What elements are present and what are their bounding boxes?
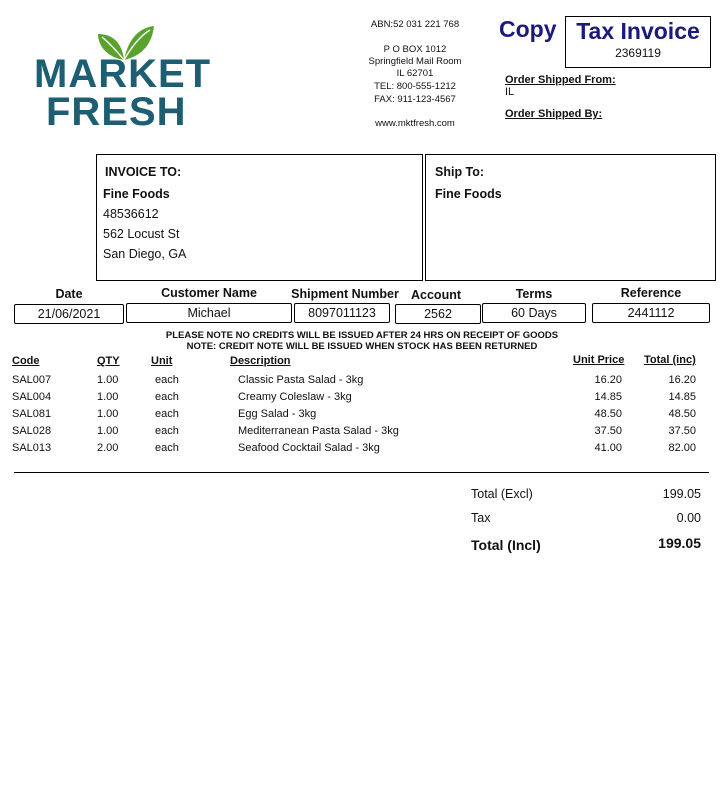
item-unit: each [155,391,179,403]
item-code: SAL081 [12,408,52,420]
col-code: Code [12,355,40,367]
item-unit-price: 48.50 [594,408,622,420]
item-unit: each [155,442,179,454]
item-unit: each [155,425,179,437]
item-unit-price: 37.50 [594,425,622,437]
company-po-box: P O BOX 1012 [383,44,447,55]
invoice-number: 2369119 [615,46,661,60]
item-description: Egg Salad - 3kg [238,408,317,420]
company-website: www.mktfresh.com [375,118,455,129]
account-field: 2562 [395,304,481,324]
item-qty: 1.00 [97,391,119,403]
item-qty: 2.00 [97,442,119,454]
brand-line1: MARKET [34,52,212,96]
total-incl-value: 199.05 [658,535,701,551]
tax-label: Tax [471,511,491,525]
date-label: Date [55,287,83,301]
item-unit: each [155,374,179,386]
company-abn: ABN:52 031 221 768 [370,19,460,30]
item-code: SAL028 [12,425,52,437]
customer-name-label: Customer Name [161,286,257,300]
shipment-number-field: 8097011123 [294,303,390,323]
account-label: Account [411,288,461,302]
table-row [0,374,724,391]
notice-credits: PLEASE NOTE NO CREDITS WILL BE ISSUED AFTER 24 HRS ON RECEIPT OF GOODS [165,330,559,341]
item-qty: 1.00 [97,374,119,386]
tax-invoice-title: Tax Invoice [576,18,700,44]
item-description: Classic Pasta Salad - 3kg [238,374,364,386]
item-description: Seafood Cocktail Salad - 3kg [238,442,380,454]
item-total: 37.50 [668,425,696,437]
table-row [0,408,724,425]
table-row [0,442,724,459]
ship-to-title: Ship To: [435,165,485,179]
shipment-number-label: Shipment Number [291,287,399,301]
market-fresh-logo [34,22,219,132]
brand-line2: FRESH [46,90,187,134]
company-city: Springfield Mail Room [368,56,462,67]
date-field: 21/06/2021 [14,304,124,324]
invoice-to-city: San Diego, GA [103,247,187,261]
item-code: SAL007 [12,374,52,386]
total-excl-label: Total (Excl) [471,487,533,501]
item-code: SAL013 [12,442,52,454]
reference-field: 2441112 [592,303,710,323]
col-unit: Unit [151,355,173,367]
ship-to-name: Fine Foods [435,187,502,201]
invoice-to-name: Fine Foods [103,187,170,201]
col-total: Total (inc) [644,354,696,366]
col-description: Description [230,355,291,367]
terms-field: 60 Days [482,303,586,323]
invoice-to-box [96,154,423,281]
tax-invoice-box [565,16,711,68]
item-total: 48.50 [668,408,696,420]
order-shipped-by-label: Order Shipped By: [505,108,603,120]
tax-value: 0.00 [676,511,701,525]
item-unit-price: 14.85 [594,391,622,403]
company-state-zip: IL 62701 [396,68,434,79]
company-tel: TEL: 800-555-1212 [374,81,456,92]
col-unit-price: Unit Price [573,354,625,366]
item-code: SAL004 [12,391,52,403]
col-qty: QTY [97,355,120,367]
invoice-to-title: INVOICE TO: [105,165,182,179]
item-total: 16.20 [668,374,696,386]
item-unit-price: 16.20 [594,374,622,386]
divider-line [14,472,709,473]
reference-label: Reference [620,286,682,300]
item-description: Mediterranean Pasta Salad - 3kg [238,425,399,437]
terms-label: Terms [515,287,553,301]
item-qty: 1.00 [97,408,119,420]
item-total: 82.00 [668,442,696,454]
invoice-to-street: 562 Locust St [103,227,180,241]
item-total: 14.85 [668,391,696,403]
order-shipped-from-value: IL [505,86,515,98]
table-row [0,425,724,442]
total-incl-label: Total (Incl) [471,537,541,553]
total-excl-value: 199.05 [662,487,701,501]
item-unit-price: 41.00 [594,442,622,454]
order-shipped-from-label: Order Shipped From: [505,74,616,86]
item-qty: 1.00 [97,425,119,437]
ship-to-box [425,154,716,281]
table-row [0,391,724,408]
copy-label: Copy [499,16,557,42]
customer-name-field: Michael [126,303,292,323]
item-unit: each [155,408,179,420]
company-fax: FAX: 911-123-4567 [374,94,456,105]
item-description: Creamy Coleslaw - 3kg [238,391,352,403]
invoice-to-id: 48536612 [103,207,159,221]
notice-credit-note: NOTE: CREDIT NOTE WILL BE ISSUED WHEN STOCK HAS BEEN RETURNED [186,341,538,352]
